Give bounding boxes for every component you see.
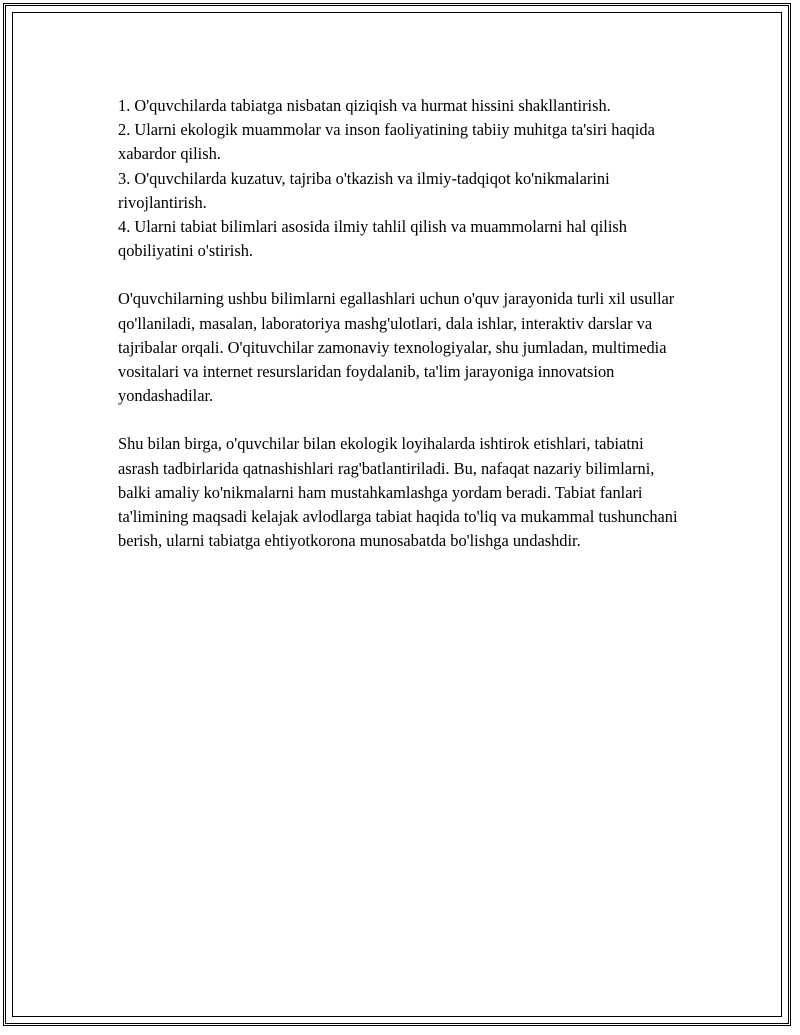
paragraph-projects: Shu bilan birga, o'quvchilar bilan ekologik loyihalarda ishtirok etishlari, tabiatni asrash tadbirlarida qatnashishlari rag'batlantiriladi. Bu, nafaqat nazariy bilimlarni, balki amaliy ko'nikmalarni ham mustahkamlashga yordam beradi. Tabiat fanlari ta'limining maqsadi kelajak avlodlarga tabiat haqida to'liq va mukammal tushunchani berish, ularni tabiatga ehtiyotkorona munosabatda bo'lishga undashdir. (118, 434, 678, 551)
goal-item-4: 4. Ularni tabiat bilimlari asosida ilmiy tahlil qilish va muammolarni hal qilish qobiliyatini o'stirish. (118, 217, 627, 261)
paragraph-methods: O'quvchilarning ushbu bilimlarni egallashlari uchun o'quv jarayonida turli xil usullar qo'llaniladi, masalan, laboratoriya mashg'ulotlari, dala ishlar, interaktiv darslar va tajribalar orqali. O'qituvchilar zamonaviy texnologiyalar, shu jumladan, multimedia vositalari va internet resurslaridan foydalanib, ta'lim jarayoniga innovatsion yondashadilar. (118, 289, 675, 406)
goals-list (118, 94, 688, 263)
document-body (118, 94, 688, 553)
goal-item-2: 2. Ularni ekologik muammolar va inson faoliyatining tabiiy muhitga ta'siri haqida xabardor qilish. (118, 120, 655, 164)
goal-item-3: 3. O'quvchilarda kuzatuv, tajriba o'tkazish va ilmiy-tadqiqot ko'nikmalarini rivojlantirish. (118, 168, 610, 212)
goal-item-1: 1. O'quvchilarda tabiatga nisbatan qiziqish va hurmat hissini shakllantirish. (118, 96, 611, 115)
